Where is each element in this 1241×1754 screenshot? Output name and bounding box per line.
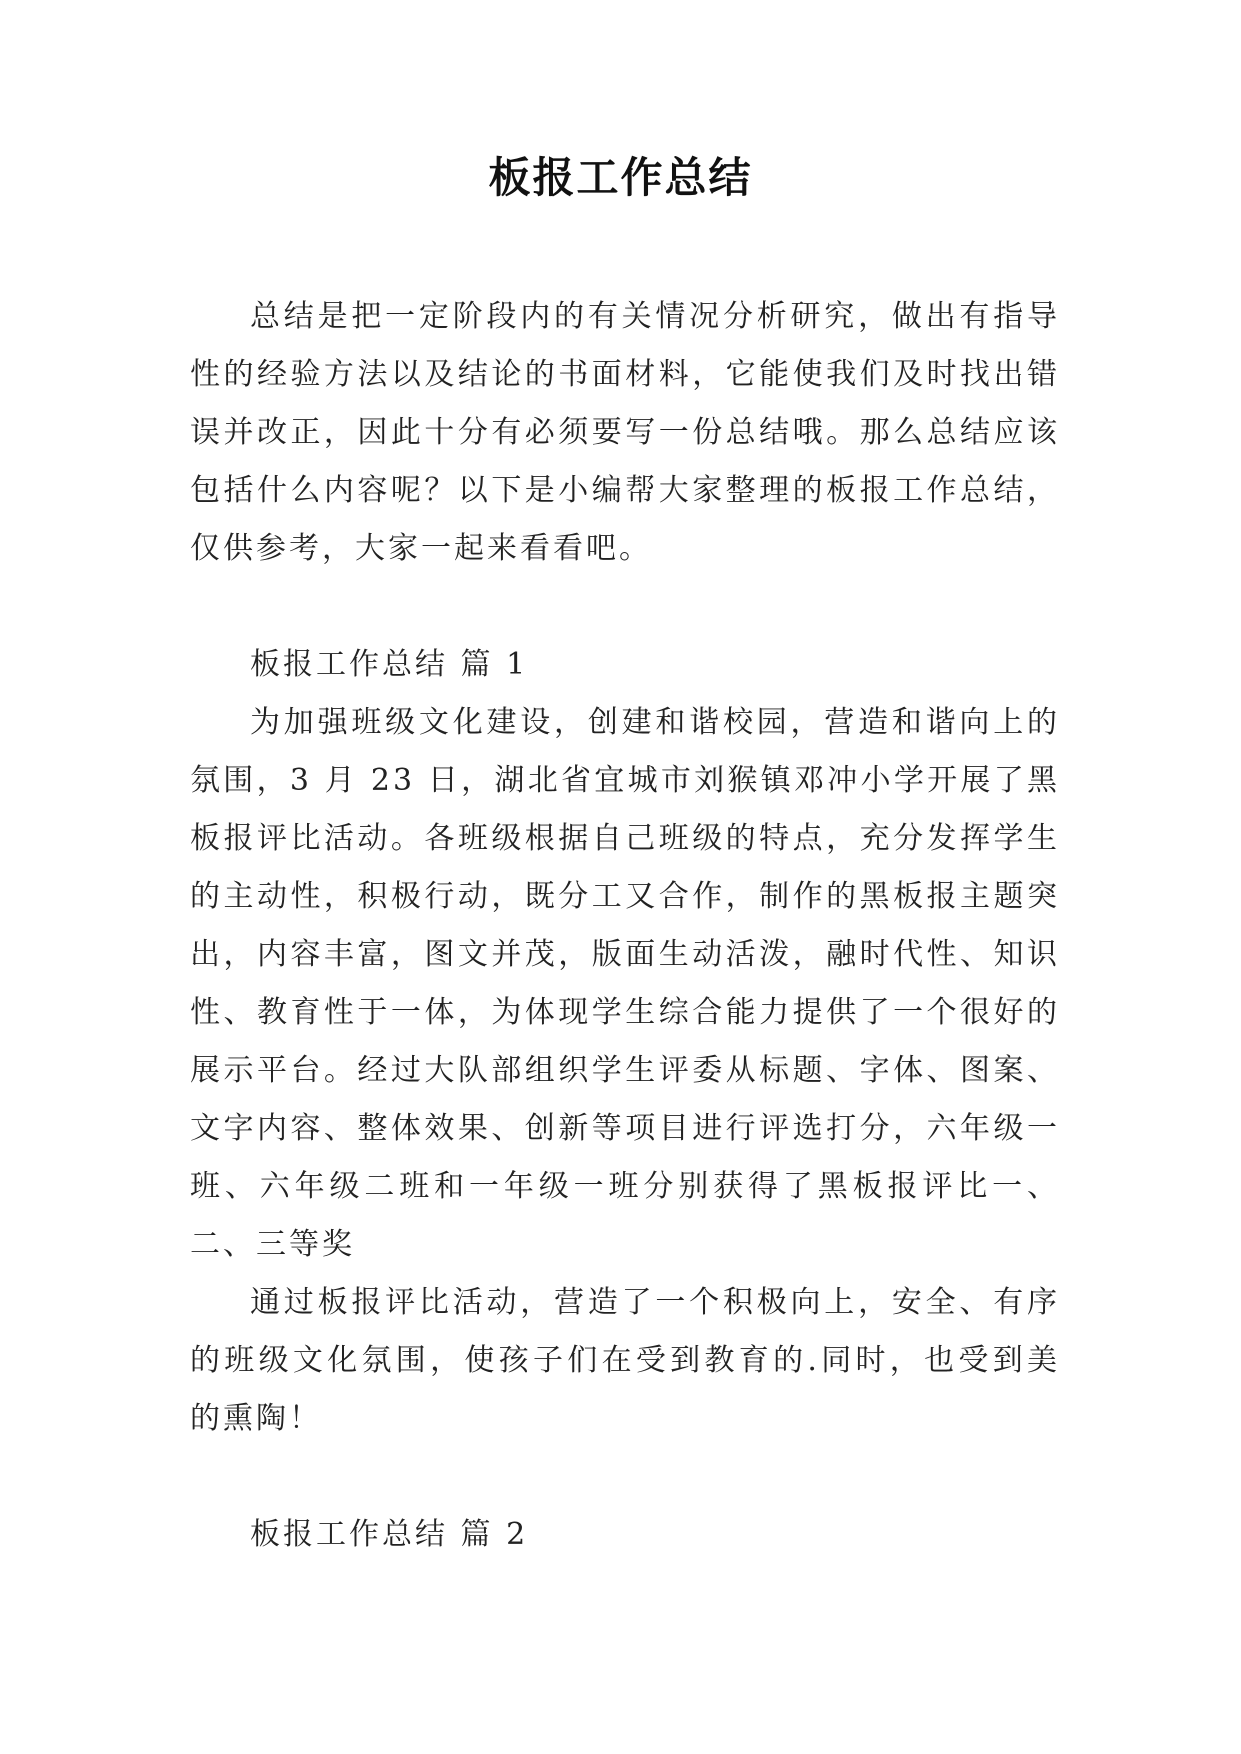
paragraph-spacer: [190, 578, 1060, 636]
document-body: [190, 288, 1060, 1564]
section-2-heading: 板报工作总结 篇 2: [250, 1517, 529, 1552]
section-1-heading: 板报工作总结 篇 1: [250, 647, 529, 682]
intro-paragraph: 总结是把一定阶段内的有关情况分析研究，做出有指导性的经验方法以及结论的书面材料，它能使我们及时找出错误并改正，因此十分有必须要写一份总结哦。那么总结应该包括什么内容呢？以下是小编帮大家整理的板报工作总结，仅供参考，大家一起来看看吧。: [190, 299, 1060, 566]
document-title: 板报工作总结: [488, 153, 753, 202]
section-1-paragraph-2: 通过板报评比活动，营造了一个积极向上，安全、有序的班级文化氛围，使孩子们在受到教育的.同时，也受到美的熏陶！: [190, 1285, 1060, 1436]
section-1-paragraph-1: 为加强班级文化建设，创建和谐校园，营造和谐向上的氛围，3 月 23 日，湖北省宜城市刘猴镇邓冲小学开展了黑板报评比活动。各班级根据自己班级的特点，充分发挥学生的主动性，积极行动，既分工又合作，制作的黑板报主题突出，内容丰富，图文并茂，版面生动活泼，融时代性、知识性、教育性于一体，为体现学生综合能力提供了一个很好的展示平台。经过大队部组织学生评委从标题、字体、图案、文字内容、整体效果、创新等项目进行评选打分，六年级一班、六年级二班和一年级一班分别获得了黑板报评比一、二、三等奖: [190, 705, 1060, 1262]
paragraph-spacer: [190, 1448, 1060, 1506]
